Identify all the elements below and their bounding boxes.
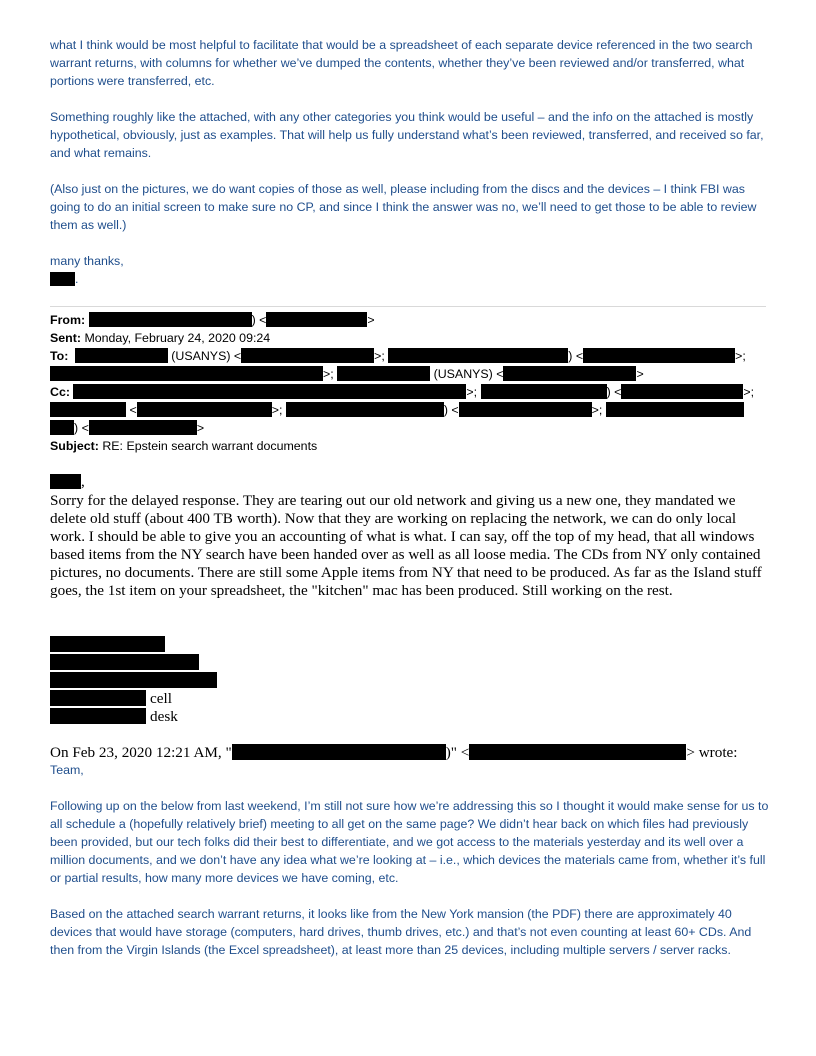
to-gt-final: > [636, 367, 644, 381]
cc-gt-semi-1: >; [466, 385, 478, 399]
redaction-to-email-2 [583, 348, 735, 363]
from-gt: > [367, 313, 375, 327]
cc-paren-lt-5: ) < [74, 421, 89, 435]
quoted-greeting: Team, [50, 763, 84, 777]
cc-gt-5: > [196, 421, 205, 435]
cell-label: cell [150, 690, 172, 707]
top-paragraph-2: Something roughly like the attached, with any other categories you think would be useful – and the info on the attached is mostly hypothetical, obviously, just as examples. That will help us fully understand what’s been reviewed, transferred, and received so far, and what remains. [50, 110, 764, 160]
redaction-to-email-1 [241, 348, 374, 363]
subject-label: Subject: [50, 439, 99, 453]
redaction-cc-email-2 [621, 384, 743, 399]
redaction-quoted-email [469, 744, 686, 760]
top-closing: many thanks, [50, 254, 124, 268]
cc-line-1 [50, 383, 754, 401]
redaction-signature-1 [50, 636, 165, 652]
cc-paren-lt-2: ) < [606, 385, 622, 399]
closing-period: . [75, 272, 79, 286]
top-paragraph-3: (Also just on the pictures, we do want copies of those as well, please including from the discs and the devices – I think FBI was going to do an initial screen to make sure no CP, and since I think the answer was no, we’ll need to get those to be able to review them as well.) [50, 182, 757, 232]
redaction-cc-name-5b [50, 420, 74, 435]
cc-line-2 [50, 401, 744, 419]
to-line-1 [50, 347, 746, 365]
quoted-paragraph-2: Based on the attached search warrant returns, it looks like from the New York mansion (the PDF) there are approximately 40 devices that would have storage (computers, hard drives, thumb drives, etc.) and that’s not even counting at least 60+ CDs. And then from the Virgin Islands (the Excel spreadsheet), at least more than 25 devices, including multiple servers / server racks. [50, 907, 752, 957]
redaction-cc-email-5 [89, 420, 197, 435]
redaction-signature-3 [50, 672, 217, 688]
cc-lt-3: < [129, 403, 137, 417]
redaction-cc-1 [73, 384, 466, 399]
redaction-to-email-3 [50, 366, 323, 381]
quoted-paragraph-1: Following up on the below from last weekend, I’m still not sure how we’re addressing this so I thought it would make sense for us to all schedule a (hopefully relatively brief) meeting to all get on the same page? We didn’t hear back on which files had previously been provided, but our tech folks did their best to differentiate, and we got access to the materials yesterday and its well over a million documents, and we don’t have any idea what we’re looking at – i.e., which devices the materials came from, whether it’s full or partial results, how many more devices we have coming, etc. [50, 799, 769, 885]
cc-gt-semi-2: >; [743, 385, 755, 399]
quoted-header [50, 744, 738, 762]
to-gt-semi-3: >; [323, 367, 334, 381]
from-separator: ) < [251, 313, 267, 327]
redaction-to-name-1 [75, 348, 168, 363]
sent-line [50, 329, 270, 347]
reply-body: Sorry for the delayed response. They are tearing out our old network and giving us a new one, they mandated we delete old stuff (about 400 TB worth). Now that they are working on replacing the network, we can do only local work. I should be able to give you an accounting of what is what. I can say, off the top of my head, that all windows based items from the NY search have been handed over as well as all loose media. The CDs from NY only contained pictures, no documents. There are still some Apple items from NY that need to be produced. As far as the Island stuff goes, the 1st item on your spreadsheet, the "kitchen" mac has been produced. Still working on the rest. [50, 492, 762, 599]
redaction-phone-cell [50, 690, 146, 706]
cc-gt-semi-4: >; [591, 403, 603, 417]
subject-line [50, 437, 317, 455]
subject-value: RE: Epstein search warrant documents [102, 439, 318, 453]
redaction-quoted-name [232, 744, 446, 760]
redaction-cc-email-4 [459, 402, 592, 417]
to-paren-lt-2: ) < [568, 349, 584, 363]
redaction-cc-name-4 [286, 402, 444, 417]
greeting-comma: , [81, 473, 85, 490]
sent-label: Sent: [50, 331, 81, 345]
desk-label: desk [150, 708, 178, 725]
redaction-phone-desk [50, 708, 146, 724]
redaction-cc-name-5 [606, 402, 744, 417]
redaction-to-name-2 [388, 348, 568, 363]
cc-gt-semi-3: >; [271, 403, 283, 417]
top-paragraph-1: what I think would be most helpful to facilitate that would be a spreadsheet of each separate device referenced in the two search warrant returns, with columns for whether we’ve dumped the contents, whether they’ve been reviewed and/or transferred, what portions were transferred, etc. [50, 38, 753, 88]
redaction-from-name [89, 312, 252, 327]
quoted-on-prefix: On Feb 23, 2020 12:21 AM, " [50, 744, 232, 761]
to-line-2 [50, 365, 644, 383]
from-line [50, 311, 375, 329]
redaction-to-name-4 [337, 366, 430, 381]
cc-line-3 [50, 419, 204, 437]
redaction-to-email-4 [503, 366, 636, 381]
to-label: To: [50, 349, 69, 363]
redaction-cc-name-3 [50, 402, 126, 417]
redaction-signature-2 [50, 654, 199, 670]
to-gt-semi-1: >; [374, 349, 385, 363]
redaction-cc-email-3 [137, 402, 272, 417]
quoted-wrote: > wrote: [686, 744, 738, 761]
redaction-cc-name-2 [481, 384, 607, 399]
to-usanys-1: (USANYS) < [171, 349, 242, 363]
sent-value: Monday, February 24, 2020 09:24 [84, 331, 271, 345]
redaction-from-email [266, 312, 367, 327]
cc-paren-lt-4: ) < [443, 403, 459, 417]
separator-line [50, 306, 766, 307]
redaction-sender-name [50, 272, 75, 286]
redaction-greeting-name [50, 474, 81, 489]
to-gt-semi-2: >; [735, 349, 746, 363]
from-label: From: [50, 313, 86, 327]
cc-label: Cc: [50, 385, 70, 399]
to-usanys-2: (USANYS) < [433, 367, 504, 381]
quoted-mid: )" < [445, 744, 470, 761]
